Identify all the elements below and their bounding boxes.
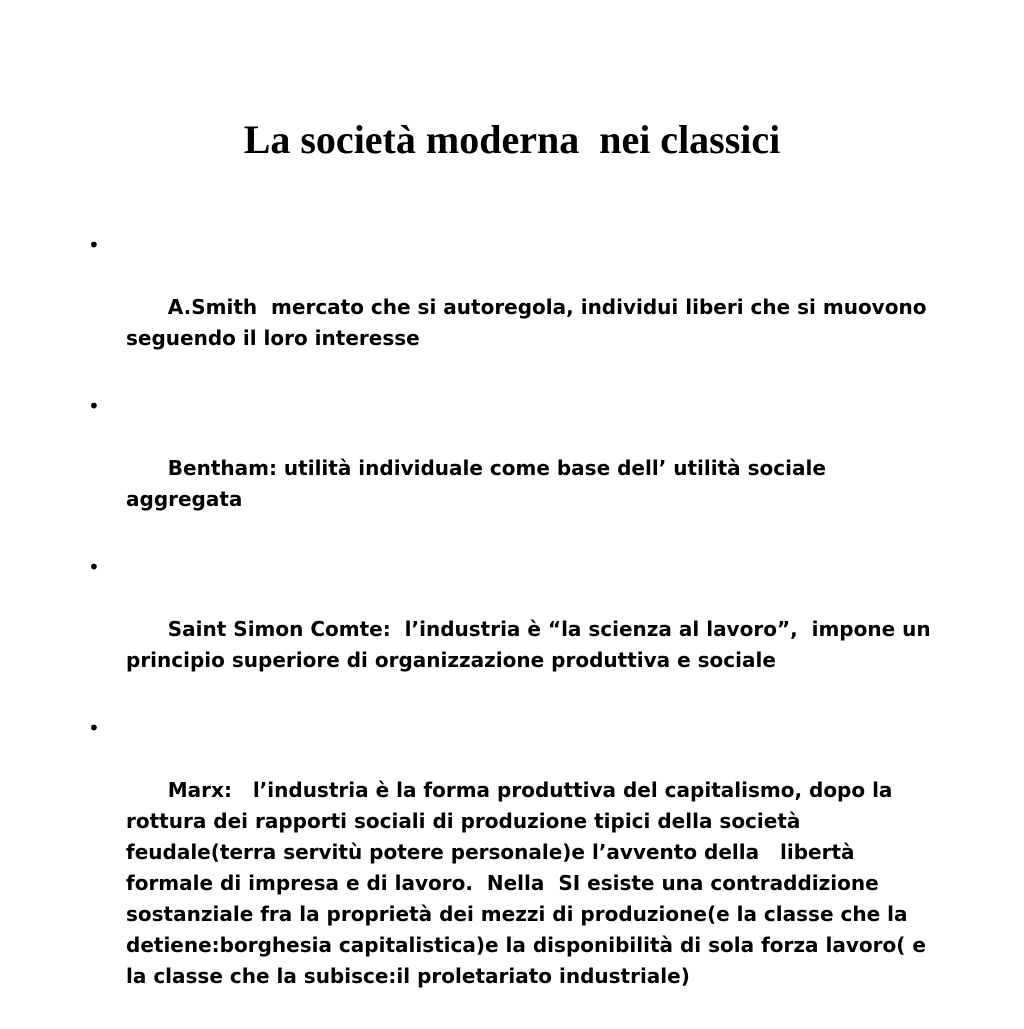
bullet-text: A.Smith mercato che si autoregola, individui liberi che si muovono seguendo il loro interesse [126,295,934,350]
bullet-dot-icon: • [88,394,100,418]
bullet-text: Bentham: utilità individuale come base dell’ utilità sociale aggregata [126,456,833,511]
slide-title: La società moderna nei classici [243,117,781,162]
bullet-dot-icon: • [88,716,100,740]
bullet-dot-icon: • [88,233,100,257]
bullet-item-marx [88,713,938,1023]
bullet-item-bentham [88,391,938,546]
bullet-list [88,230,938,1029]
bullet-text: Saint Simon Comte: l’industria è “la scienza al lavoro”, impone un principio superiore di organizzazione produttiva e sociale [126,617,938,672]
bullet-item-saint-simon-comte [88,552,938,707]
bullet-item-smith [88,230,938,385]
bullet-dot-icon: • [88,555,100,579]
bullet-text: Marx: l’industria è la forma produttiva del capitalismo, dopo la rottura dei rapporti sociali di produzione tipici della società feudale(terra servitù potere personale)e l’avvento della libertà formale di impresa e di lavoro. Nella SI esiste una contraddizione sostanziale fra la proprietà dei mezzi di produzione(e la classe che la detiene:borghesia capitalistica)e la disponibilità di sola forza lavoro( e la classe che la subisce:il proletariato industriale) [126,778,933,988]
